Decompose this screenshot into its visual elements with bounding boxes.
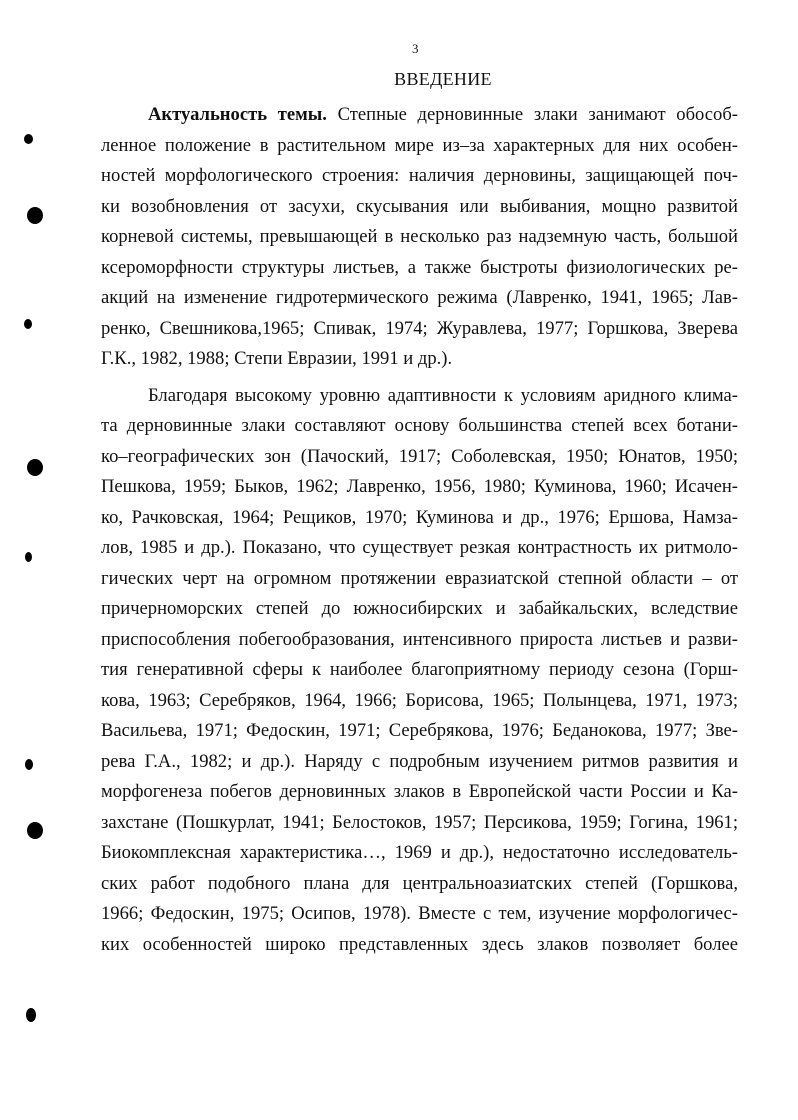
binder-hole-mark-icon (27, 207, 43, 224)
paragraph-2-line-6: лов, 1985 и др.). Показано, что существует резкая контрастность их ритмоло- (101, 537, 738, 558)
paragraph-2-line-17: ских работ подобного плана для центральноазиатских степей (Горшкова, (101, 872, 738, 894)
body-text (101, 100, 738, 960)
section-title: ВВЕДЕНИЕ (394, 69, 492, 89)
binder-hole-mark-icon (25, 552, 32, 562)
paragraph-lead: Актуальность темы. (148, 104, 327, 125)
paragraph-1-line-9: Г.К., 1982, 1988; Степи Евразии, 1991 и др.). (101, 348, 453, 369)
paragraph-1-line-8: ренко, Свешникова,1965; Спивак, 1974; Журавлева, 1977; Горшкова, Зверева (101, 317, 738, 339)
paragraph-1-line-1 (101, 100, 738, 131)
paragraph-2-line-7: гических черт на огромном протяжении евразиатской степной области – от (101, 567, 738, 589)
paragraph-2-line-1: Благодаря высокому уровню адаптивности к условиям аридного клима- (148, 384, 738, 406)
paragraph-2-line-13: рева Г.А., 1982; и др.). Наряду с подробным изучением ритмов развития и (101, 750, 738, 772)
paragraph-1-line-2: ленное положение в растительном мире из–за характерных для них особен- (101, 134, 738, 156)
paragraph-2-line-14: морфогенеза побегов дерновинных злаков в Европейской части России и Ка- (101, 781, 738, 802)
paragraph-1-line-7: акций на изменение гидротермического режима (Лавренко, 1941, 1965; Лав- (101, 287, 738, 308)
paragraph-2-line-3: ко–географических зон (Пачоский, 1917; Соболевская, 1950; Юнатов, 1950; (101, 445, 738, 467)
paragraph-1-line-6: ксероморфности структуры листьев, а также быстроты физиологических ре- (101, 256, 738, 278)
paragraph-2-line-11: кова, 1963; Серебряков, 1964, 1966; Борисова, 1965; Полынцева, 1971, 1973; (101, 689, 738, 711)
binder-hole-mark-icon (24, 134, 33, 144)
binder-hole-mark-icon (24, 319, 32, 329)
paragraph-2-line-15: захстане (Пошкурлат, 1941; Белостоков, 1957; Персикова, 1959; Гогина, 1961; (101, 811, 738, 833)
paragraph-2-line-9: приспособления побегообразования, интенсивного прироста листьев и разви- (101, 628, 738, 650)
binder-hole-mark-icon (26, 1008, 36, 1022)
paragraph-1-line-1-rest: Степные дерновинные злаки занимают обособ- (326, 104, 738, 125)
paragraph-1-line-4: ки возобновления от засухи, скусывания или выбивания, мощно развитой (101, 195, 738, 217)
binder-hole-mark-icon (27, 459, 43, 476)
page-number: 3 (412, 41, 419, 56)
paragraph-2-line-8: причерноморских степей до южносибирских и забайкальских, вследствие (101, 598, 738, 619)
binder-hole-mark-icon (27, 822, 43, 839)
paragraph-2-line-2: та дерновинные злаки составляют основу большинства степей всех ботани- (101, 415, 738, 436)
paragraph-2-line-4: Пешкова, 1959; Быков, 1962; Лавренко, 1956, 1980; Куминова, 1960; Исачен- (101, 476, 738, 497)
paragraph-2-line-10: тия генеративной сферы к наиболее благоприятному периоду сезона (Горш- (101, 659, 738, 680)
paragraph-2-line-12: Васильева, 1971; Федоскин, 1971; Серебрякова, 1976; Беданокова, 1977; Зве- (101, 720, 738, 741)
paragraph-2-line-18: 1966; Федоскин, 1975; Осипов, 1978). Вместе с тем, изучение морфологичес- (101, 903, 738, 924)
paragraph-1-line-5: корневой системы, превышающей в несколько раз надземную часть, большой (101, 226, 738, 247)
paragraph-1-line-3: ностей морфологического строения: наличия дерновины, защищающей поч- (101, 165, 738, 186)
paragraph-2-line-5: ко, Рачковская, 1964; Рещиков, 1970; Куминова и др., 1976; Ершова, Намза- (101, 506, 738, 528)
binder-hole-mark-icon (25, 759, 33, 770)
paragraph-2-line-19: ких особенностей широко представленных здесь злаков позволяет более (101, 933, 738, 955)
paragraph-2-line-16: Биокомплексная характеристика…, 1969 и др.), недостаточно исследователь- (101, 842, 738, 863)
